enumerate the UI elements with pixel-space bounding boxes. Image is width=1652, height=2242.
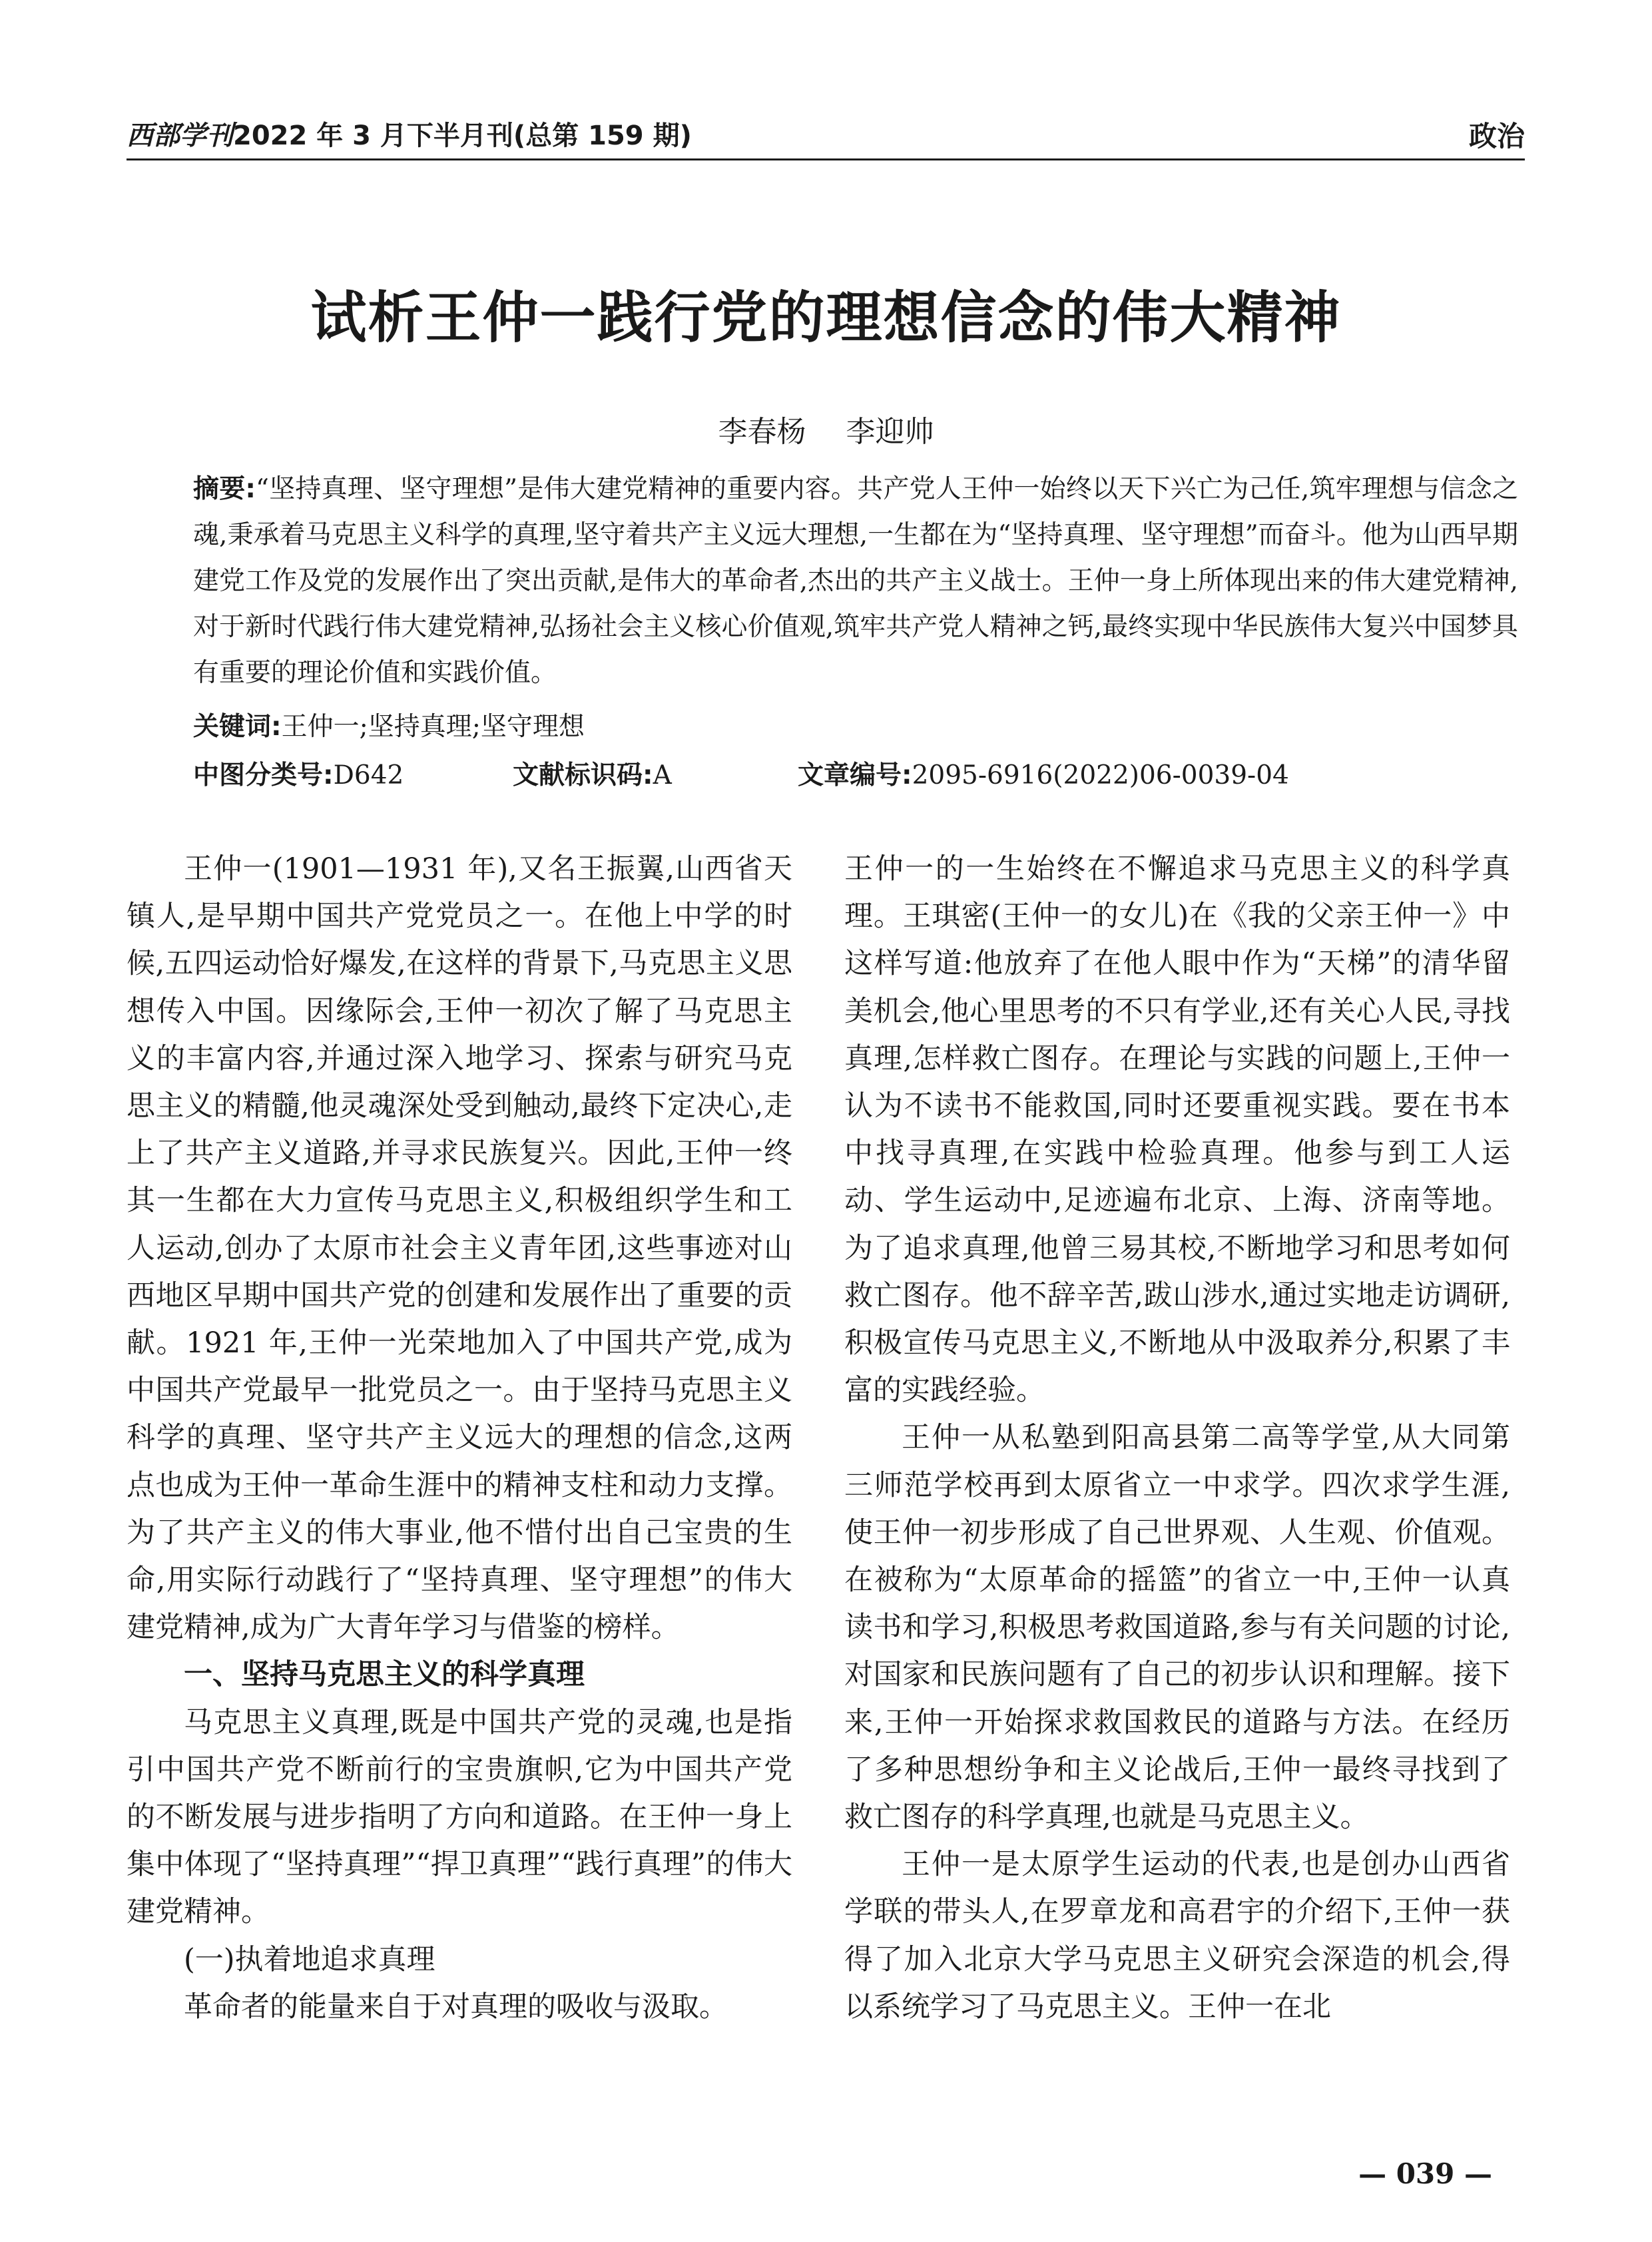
clc-field	[193, 754, 404, 792]
author-name: 李春杨	[718, 415, 806, 449]
abstract	[193, 466, 1518, 696]
body-paragraph: 王仲一(1901—1931 年),又名王振翼,山西省天镇人,是早期中国共产党党员之一。在他上中学的时候,五四运动恰好爆发,在这样的背景下,马克思主义思想传入中国。因缘际会,王仲一初次了解了马克思主义的丰富内容,并通过深入地学习、探索与研究马克思主义的精髓,他灵魂深处受到触动,最终下定决心,走上了共产主义道路,并寻求民族复兴。因此,王仲一终其一生都在大力宣传马克思主义,积极组织学生和工人运动,创办了太原市社会主义青年团,这些事迹对山西地区早期中国共产党的创建和发展作出了重要的贡献。1921 年,王仲一光荣地加入了中国共产党,成为中国共产党最早一批党员之一。由于坚持马克思主义科学的真理、坚守共产主义远大的理想的信念,这两点也成为王仲一革命生涯中的精神支柱和动力支撑。为了共产主义的伟大事业,他不惜付出自己宝贵的生命,用实际行动践行了“坚持真理、坚守理想”的伟大建党精神,成为广大青年学习与借鉴的榜样。	[127, 852, 792, 1645]
right-column	[844, 846, 1510, 2031]
body-paragraph: 马克思主义真理,既是中国共产党的灵魂,也是指引中国共产党不断前行的宝贵旗帜,它为中国共产党的不断发展与进步指明了方向和道路。在王仲一身上集中体现了“坚持真理”“捍卫真理”“践行真理”的伟大建党精神。	[127, 1705, 792, 1929]
header-rule	[127, 158, 1525, 160]
doc-code-field	[513, 754, 672, 792]
abstract-label: 摘要:	[193, 474, 256, 504]
page-number: — 039 —	[1358, 2157, 1492, 2190]
clc-label: 中图分类号:	[193, 760, 334, 790]
doc-code-value: A	[653, 760, 672, 790]
article-title: 试析王仲一践行党的理想信念的伟大精神	[310, 284, 1342, 350]
journal-issue: 2022 年 3 月下半月刊(总第 159 期)	[233, 121, 692, 151]
article-no-label: 文章编号:	[798, 760, 912, 790]
journal-logo: 西部学刊	[127, 120, 233, 151]
body-paragraph: 王仲一是太原学生运动的代表,也是创办山西省学联的带头人,在罗章龙和高君宇的介绍下,王仲一获得了加入北京大学马克思主义研究会深造的机会,得以系统学习了马克思主义。王仲一在北	[844, 1848, 1510, 2024]
body-paragraph: 革命者的能量来自于对真理的吸收与汲取。	[184, 1990, 728, 2024]
keywords	[193, 706, 585, 743]
body-paragraph: 王仲一从私塾到阳高县第二高等学堂,从大同第三师范学校再到太原省立一中求学。四次求学生涯,使王仲一初步形成了自己世界观、人生观、价值观。在被称为“太原革命的摇篮”的省立一中,王仲一认真读书和学习,积极思考救国道路,参与有关问题的讨论,对国家和民族问题有了自己的初步认识和理解。接下来,王仲一开始探求救国救民的道路与方法。在经历了多种思想纷争和主义论战后,王仲一最终寻找到了救亡图存的科学真理,也就是马克思主义。	[844, 1421, 1510, 1834]
clc-value: D642	[333, 760, 404, 790]
keywords-label: 关键词:	[193, 712, 282, 742]
article-no-field	[798, 754, 1289, 792]
section-heading: 一、坚持马克思主义的科学真理	[184, 1658, 585, 1692]
doc-code-label: 文献标识码:	[513, 760, 653, 790]
author-name: 李迎帅	[846, 415, 934, 449]
article-no-value: 2095-6916(2022)06-0039-04	[912, 760, 1289, 790]
authors	[0, 408, 1652, 450]
abstract-text: “坚持真理、坚守理想”是伟大建党精神的重要内容。共产党人王仲一始终以天下兴亡为己任,筑牢理想与信念之魂,秉承着马克思主义科学的真理,坚守着共产主义远大理想,一生都在为“坚持真理、坚守理想”而奋斗。他为山西早期建党工作及党的发展作出了突出贡献,是伟大的革命者,杰出的共产主义战士。王仲一身上所体现出来的伟大建党精神,对于新时代践行伟大建党精神,弘扬社会主义核心价值观,筑牢共产党人精神之钙,最终实现中华民族伟大复兴中国梦具有重要的理论价值和实践价值。	[193, 474, 1518, 688]
running-header	[127, 115, 1525, 154]
subsection-heading: (一)执着地追求真理	[184, 1942, 435, 1976]
section-label: 政治	[1468, 120, 1525, 152]
body-paragraph: 王仲一的一生始终在不懈追求马克思主义的科学真理。王琪密(王仲一的女儿)在《我的父亲王仲一》中这样写道:他放弃了在他人眼中作为“天梯”的清华留美机会,他心里思考的不只有学业,还有关心人民,寻找真理,怎样救亡图存。在理论与实践的问题上,王仲一认为不读书不能救国,同时还要重视实践。要在书本中找寻真理,在实践中检验真理。他参与到工人运动、学生运动中,足迹遍布北京、上海、济南等地。为了追求真理,他曾三易其校,不断地学习和思考如何救亡图存。他不辞辛苦,跋山涉水,通过实地走访调研,积极宣传马克思主义,不断地从中汲取养分,积累了丰富的实践经验。	[844, 852, 1510, 1408]
keywords-text: 王仲一;坚持真理;坚守理想	[281, 712, 585, 742]
journal-info	[127, 115, 692, 152]
left-column	[127, 846, 792, 2031]
